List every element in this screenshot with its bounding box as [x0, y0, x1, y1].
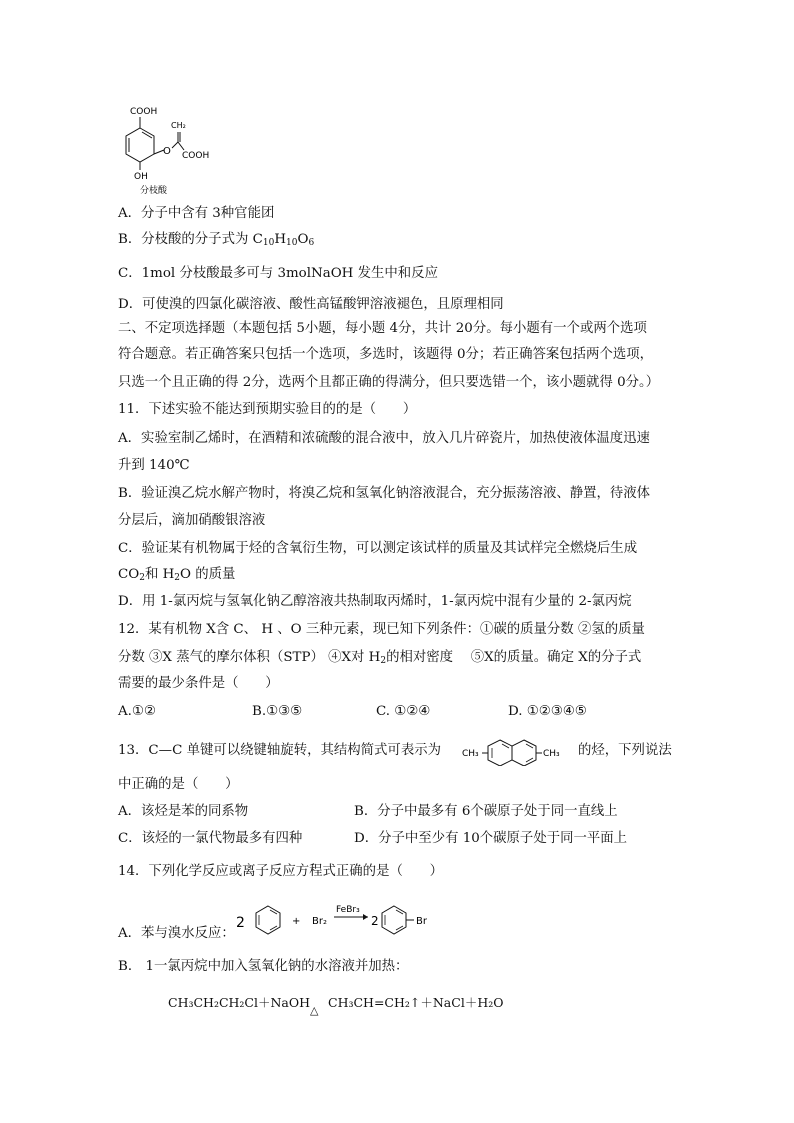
q13-option-b: B．分子中最多有 6个碳原子处于同一直线上	[354, 804, 618, 819]
ether-oxygen-label: O	[163, 146, 171, 157]
section2-instruction-2: 符合题意。若正确答案只包括一个选项，多选时，该题得 0分；若正确答案包括两个选项，	[118, 347, 654, 362]
q13-option-d: D．分子中至少有 10个碳原子处于同一平面上	[354, 831, 628, 846]
q11-option-c-line2: CO2和 H2O 的质量	[118, 567, 236, 583]
q14-option-b-label: B． 1一氯丙烷中加入氢氧化钠的水溶液并加热：	[118, 959, 409, 974]
q14-option-b-equation-right: CH₃CH=CH₂↑＋NaCl＋H₂O	[328, 995, 504, 1010]
heat-symbol: △	[310, 1004, 319, 1017]
q10-option-d: D．可使溴的四氯化碳溶液、酸性高锰酸钾溶液褪色，且原理相同	[118, 297, 504, 312]
bromination-equation	[232, 898, 452, 942]
q11-option-a-line2: 升到 140℃	[118, 458, 190, 473]
q13-stem-part1: 13．C—C 单键可以绕键轴旋转，其结构简式可表示为	[118, 743, 441, 758]
q12-option-a: A.①②	[118, 704, 156, 719]
catalyst-label: FeBr₃	[336, 905, 360, 915]
q12-option-b: B.①③⑤	[252, 704, 303, 719]
q13-stem-part2: 的烃，下列说法	[578, 743, 672, 758]
chorismic-acid-structure	[118, 98, 238, 196]
q11-option-b-line2: 分层后，滴加硝酸银溶液	[118, 513, 266, 528]
plus-sign: +	[292, 916, 301, 927]
q11-stem: 11．下述实验不能达到预期实验目的的是（ ）	[118, 402, 417, 417]
q10-option-a: A．分子中含有 3种官能团	[118, 206, 275, 221]
coefficient-2: 2	[371, 914, 379, 928]
q11-option-d: D．用 1-氯丙烷与氢氧化钠乙醇溶液共热制取丙烯时，1-氯丙烷中混有少量的 2-氯丙烷	[118, 594, 632, 609]
oh-label: OH	[134, 172, 148, 182]
q13-option-a: A．该烃是苯的同系物	[118, 804, 249, 819]
q12-option-d: D. ①②③④⑤	[508, 704, 587, 719]
dimethylnaphthalene-structure	[462, 736, 574, 766]
structure-caption: 分枝酸	[140, 186, 168, 196]
q11-option-a-line1: A．实验室制乙烯时，在酒精和浓硫酸的混合液中，放入几片碎瓷片，加热使液体温度迅速	[118, 431, 650, 446]
q12-stem-line1: 12．某有机物 X含 C、 H 、O 三种元素，现已知下列条件：①碳的质量分数 ②氢的质量	[118, 622, 645, 637]
q13-stem-line2: 中正确的是（ ）	[118, 777, 239, 792]
q12-stem-line3: 需要的最少条件是（ ）	[118, 676, 279, 691]
bromine-substituent: Br	[416, 916, 427, 927]
q10-option-b: B．分枝酸的分子式为 C10H10O6	[118, 232, 315, 248]
ch2-label: CH₂	[171, 121, 186, 130]
q14-option-a-label: A．苯与溴水反应：	[118, 926, 235, 941]
q10-option-c: C．1mol 分枝酸最多可与 3molNaOH 发生中和反应	[118, 266, 438, 281]
section2-instruction-1: 二、不定项选择题（本题包括 5小题，每小题 4分，共计 20分。每小题有一个或两个选项	[118, 321, 647, 336]
cooh-side-label: COOH	[182, 151, 210, 161]
q14-stem: 14．下列化学反应或离子反应方程式正确的是（ ）	[118, 864, 444, 879]
q12-stem-line2: 分数 ③X 蒸气的摩尔体积（STP） ④X对 H2的相对密度 ⑤X的质量。确定 X的分子式	[118, 650, 642, 666]
q14-option-b-equation-left: CH₃CH₂CH₂Cl＋NaOH	[168, 995, 311, 1010]
q13-option-c: C．该烃的一氯代物最多有四种	[118, 831, 303, 846]
cooh-top-label: COOH	[130, 107, 158, 117]
ch3-right-label: CH₃	[543, 749, 560, 759]
br2-reagent: Br₂	[312, 916, 327, 927]
q11-option-c-line1: C．验证某有机物属于烃的含氧衍生物，可以测定该试样的质量及其试样完全燃烧后生成	[118, 541, 638, 556]
coefficient-1: 2	[236, 915, 245, 931]
section2-instruction-3: 只选一个且正确的得 2分，选两个且都正确的得满分，但只要选错一个，该小题就得 0分。）	[118, 375, 660, 390]
ch3-left-label: CH₃	[462, 749, 479, 759]
q11-option-b-line1: B．验证溴乙烷水解产物时，将溴乙烷和氢氧化钠溶液混合，充分振荡溶液、静置，待液体	[118, 486, 651, 501]
q12-option-c: C. ①②④	[376, 704, 431, 719]
